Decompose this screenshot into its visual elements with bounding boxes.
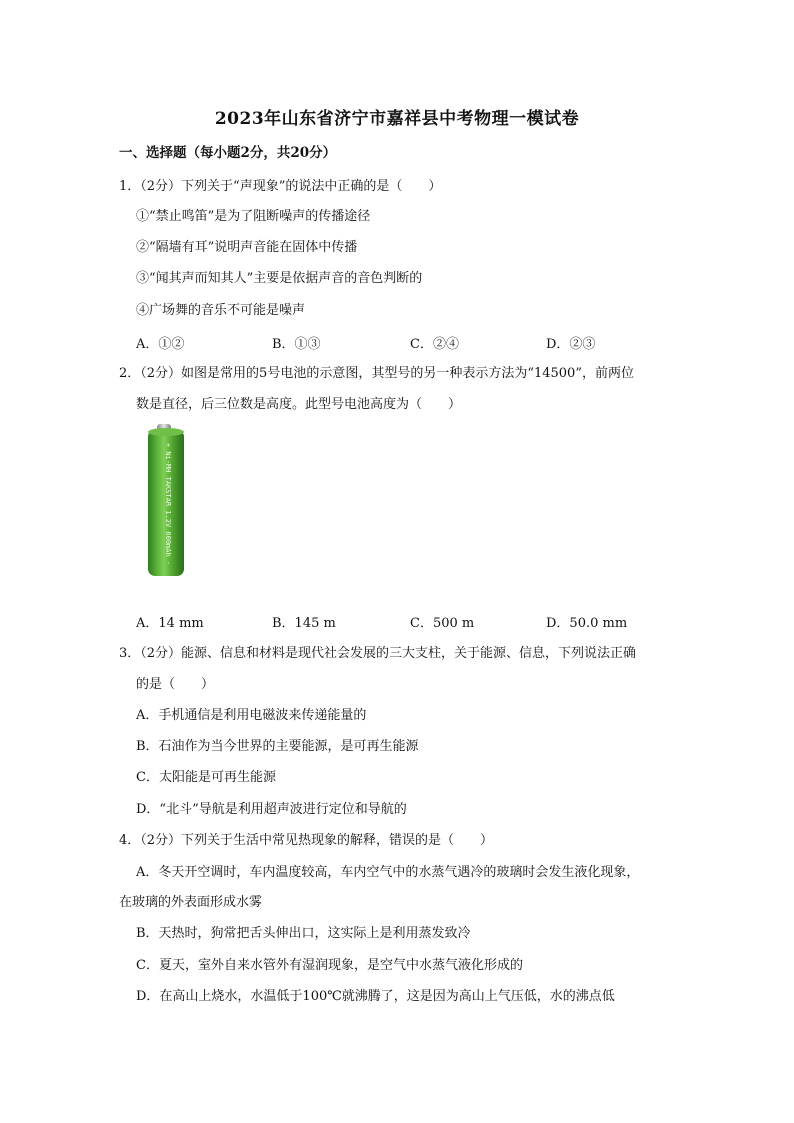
battery-label: + Ni-MH TAKSTAR 1.2V 600mAh - [164, 442, 172, 566]
choice-c: C．②④ [410, 337, 459, 352]
question-1-item-1: ①“禁止鸣笛”是为了阻断噪声的传播途径 [136, 209, 371, 224]
question-4-option-a-line-1: A．冬天开空调时，车内温度较高，车内空气中的水蒸气遇冷的玻璃时会发生液化现象， [136, 865, 640, 880]
battery-image [136, 422, 196, 582]
question-3-option-b: B．石油作为当今世界的主要能源，是可再生能源 [136, 739, 419, 754]
question-2-choices [136, 612, 656, 630]
question-4-stem: 4．（2分）下列关于生活中常见热现象的解释，错误的是（ ） [119, 833, 494, 848]
aa-battery-icon [136, 422, 196, 582]
choice-c: C．500 m [410, 616, 475, 631]
question-1-item-2: ②“隔墙有耳”说明声音能在固体中传播 [136, 240, 358, 255]
question-1-item-3: ③“闻其声而知其人”主要是依据声音的音色判断的 [136, 271, 423, 286]
question-4-option-c: C．夏天，室外自来水管外有湿润现象，是空气中水蒸气液化形成的 [136, 958, 523, 973]
choice-b: B．①③ [272, 337, 321, 352]
question-2-stem-line-2: 数是直径，后三位数是高度。此型号电池高度为（ ） [136, 397, 462, 412]
question-3-stem-line-2: 的是（ ） [136, 677, 215, 692]
choice-a: A．①② [136, 337, 185, 352]
question-3-option-c: C．太阳能是可再生能源 [136, 770, 276, 785]
question-1-item-4: ④广场舞的音乐不可能是噪声 [136, 303, 306, 318]
question-3-option-d: D．“北斗”导航是利用超声波进行定位和导航的 [136, 802, 407, 817]
question-3-stem-line-1: 3．（2分）能源、信息和材料是现代社会发展的三大支柱，关于能源、信息，下列说法正确 [119, 646, 637, 661]
question-3-option-a: A．手机通信是利用电磁波来传递能量的 [136, 708, 367, 723]
question-4-option-d: D．在高山上烧水，水温低于100℃就沸腾了，这是因为高山上气压低，水的沸点低 [136, 989, 615, 1004]
section-heading: 一、选择题（每小题2分，共20分） [119, 145, 337, 161]
question-1-choices [136, 333, 656, 351]
exam-title: 2023年山东省济宁市嘉祥县中考物理一模试卷 [214, 109, 580, 129]
choice-a: A．14 mm [136, 616, 204, 631]
question-4-option-a-line-2: 在玻璃的外表面形成水雾 [119, 895, 263, 910]
question-1-stem: 1．（2分）下列关于“声现象”的说法中正确的是（ ） [119, 179, 442, 194]
choice-d: D．②③ [546, 337, 596, 352]
question-4-option-b: B．天热时，狗常把舌头伸出口，这实际上是利用蒸发致冷 [136, 926, 471, 941]
choice-b: B．145 m [272, 616, 336, 631]
choice-d: D．50.0 mm [546, 616, 628, 631]
question-2-stem-line-1: 2．（2分）如图是常用的5号电池的示意图，其型号的另一种表示方法为“14500”，前两位 [119, 366, 634, 381]
